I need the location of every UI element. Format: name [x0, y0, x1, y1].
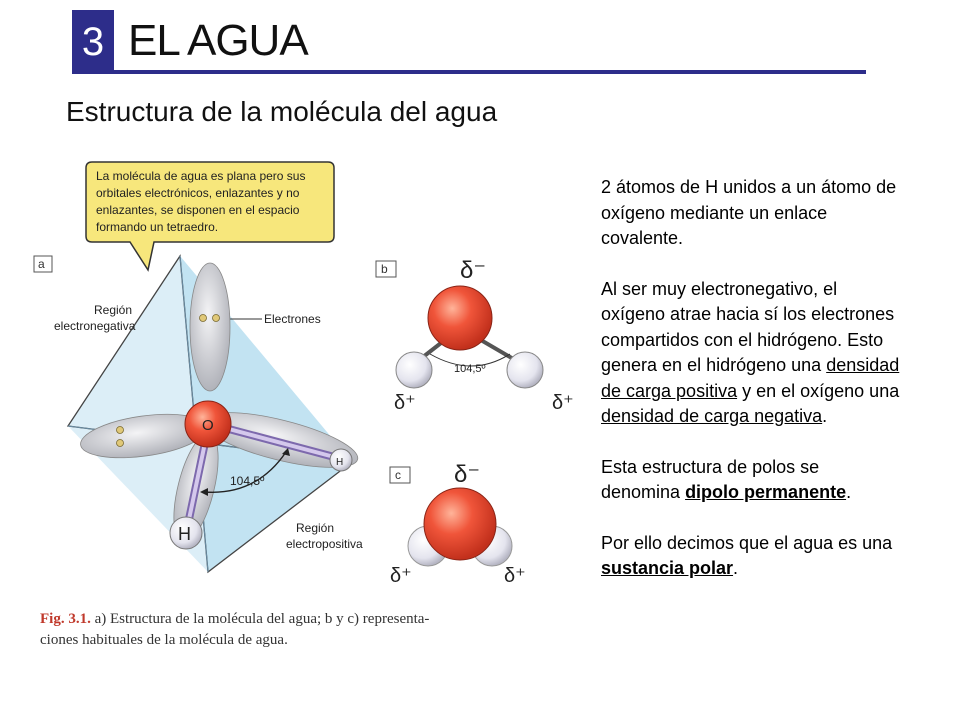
panel-a-label: a [38, 257, 45, 271]
hydrogen-left-b [396, 352, 432, 388]
delta-plus-c-left: δ⁺ [390, 565, 412, 587]
bond-angle-label: 104,5º [230, 474, 265, 488]
figure-caption-line-1 [40, 611, 429, 627]
negative-charge-density: densidad de carga negativa [601, 406, 823, 426]
panel-b-label: b [381, 262, 388, 276]
oxygen-atom-b [428, 286, 492, 350]
delta-plus-b-right: δ⁺ [552, 392, 574, 414]
hydrogen-label-bottom: H [178, 524, 191, 544]
figure-caption-line-2: ciones habituales de la molécula de agua. [40, 632, 288, 648]
title-underline [114, 70, 866, 74]
hydrogen-label-right: H [336, 457, 344, 468]
callout-line-4: formando un tetraedro. [96, 220, 219, 234]
page-subtitle: Estructura de la molécula del agua [66, 96, 498, 127]
callout-line-1: La molécula de agua es plana pero sus [96, 169, 306, 183]
callout-line-2: orbitales electrónicos, enlazantes y no [96, 186, 300, 200]
dipolo-permanente: dipolo permanente [685, 482, 847, 502]
explanation-text [601, 175, 901, 607]
paragraph-1: 2 átomos de H unidos a un átomo de oxígeno mediante un enlace covalente. [601, 177, 897, 248]
paragraph-2: Al ser muy electronegativo, el oxígeno atrae hacia sí los electrones compartidos con el hidrógeno. Esto genera en el hidrógeno una densidad de carga positiva y en el oxígeno una densidad de carga negativa. [601, 278, 900, 426]
region-negative-label-2: electronegativa [54, 319, 136, 333]
delta-plus-b-left: δ⁺ [394, 392, 416, 414]
oxygen-atom-c [424, 488, 496, 560]
sustancia-polar: sustancia polar [601, 558, 734, 578]
oxygen-label: O [202, 417, 214, 434]
paragraph-4: Por ello decimos que el agua es una sustancia polar. [601, 532, 893, 578]
electrons-label: Electrones [264, 312, 321, 326]
figure-caption-text-1: a) Estructura de la molécula del agua; b y c) representa- [90, 611, 430, 627]
bond-angle-label-b: 104,5º [454, 363, 486, 375]
lone-pair-lobe-top [190, 263, 230, 391]
region-positive-label-1: Región [296, 521, 335, 535]
panel-c-label: c [395, 468, 401, 482]
region-negative-label-1: Región [94, 303, 133, 317]
delta-minus-c: δ⁻ [454, 461, 481, 488]
callout-bubble [86, 162, 334, 270]
callout-line-3: enlazantes, se disponen en el espacio [96, 203, 300, 217]
page-title: EL AGUA [128, 16, 308, 65]
water-molecule-figure [30, 152, 575, 662]
section-number: 3 [72, 10, 114, 74]
positive-charge-density: densidad de carga positiva [601, 355, 900, 401]
figure-caption-label: Fig. 3.1. [40, 611, 91, 627]
paragraph-3: Esta estructura de polos se denomina dipolo permanente. [601, 456, 852, 502]
delta-minus-b: δ⁻ [460, 257, 487, 284]
region-positive-label-2: electropositiva [286, 537, 363, 551]
delta-plus-c-right: δ⁺ [504, 565, 526, 587]
hydrogen-right-b [507, 352, 543, 388]
